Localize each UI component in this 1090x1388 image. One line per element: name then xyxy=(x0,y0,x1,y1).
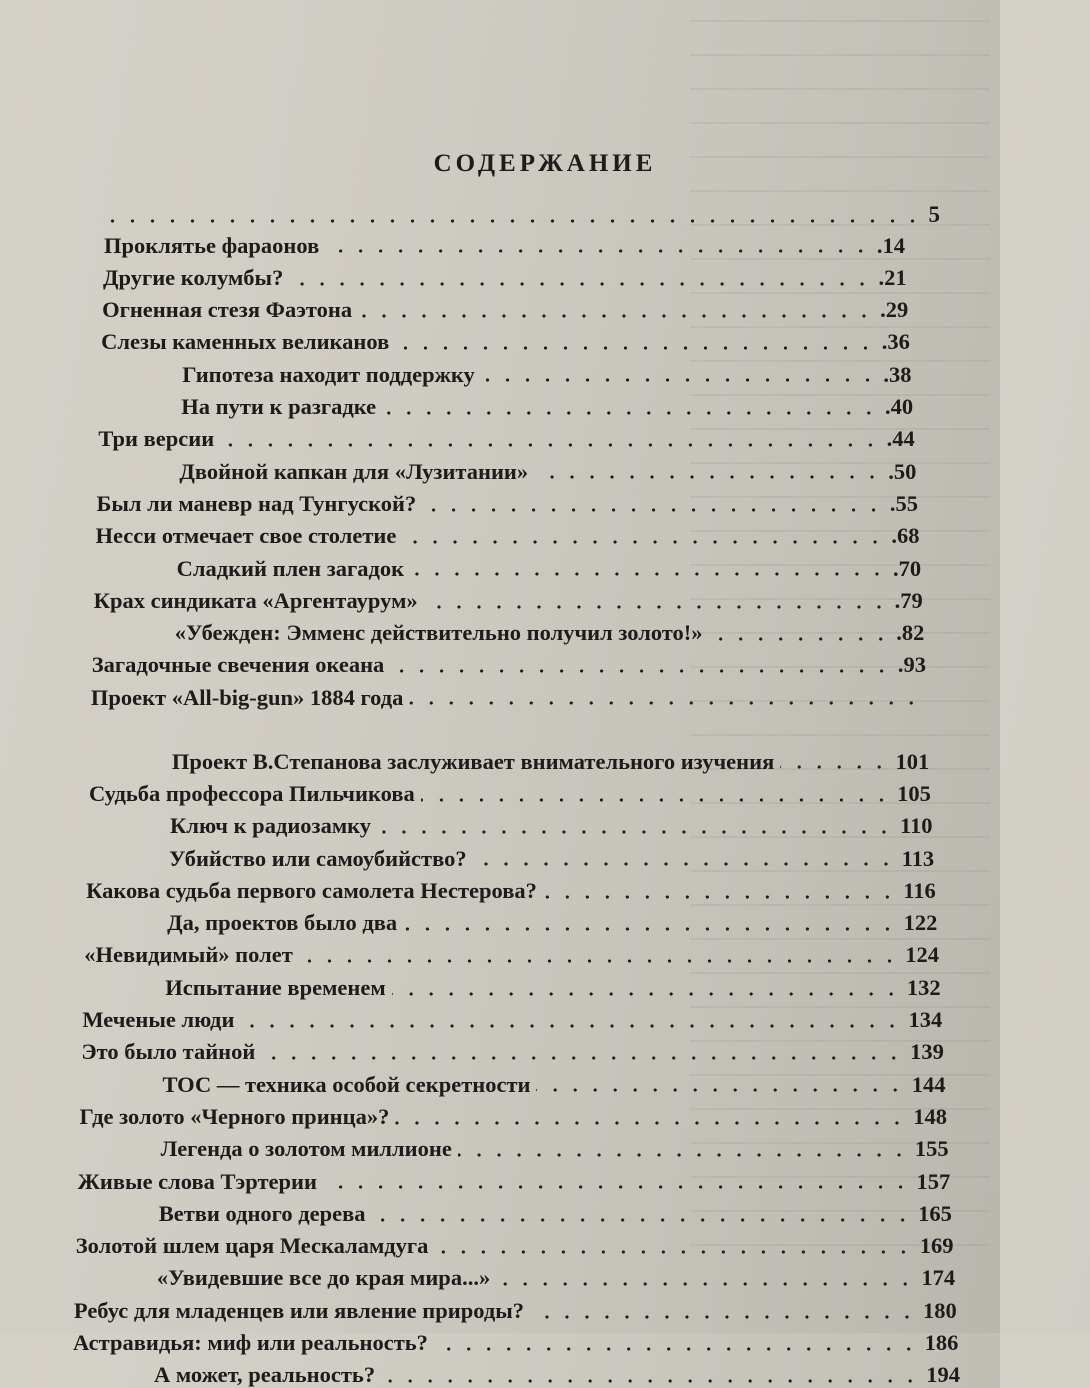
toc-entry-page: .38 xyxy=(883,361,912,387)
toc-entry-title: Легенда о золотом миллионе xyxy=(160,1136,452,1162)
toc-entry xyxy=(0,1033,944,1065)
dot-leader xyxy=(240,1024,902,1028)
dot-leader xyxy=(106,219,923,223)
dot-leader xyxy=(709,637,891,641)
toc-entry-page: .21 xyxy=(878,264,907,290)
toc-entry-page: 165 xyxy=(918,1200,952,1226)
toc-entry-title: А может, реальность? xyxy=(154,1362,376,1388)
toc-entry-page: .79 xyxy=(894,587,923,613)
toc-entry xyxy=(0,420,915,452)
dot-leader xyxy=(358,314,874,318)
toc-entry-page: 113 xyxy=(901,845,935,871)
toc-entry xyxy=(0,614,924,646)
dot-leader xyxy=(372,1218,913,1222)
toc-entry-page: .40 xyxy=(884,394,914,420)
toc-entry xyxy=(0,1324,958,1356)
toc-first-page-number: 5 xyxy=(928,202,940,227)
toc-entry xyxy=(0,581,923,613)
dot-leader xyxy=(422,508,884,512)
toc-entry-title: Двойной капкан для «Лузитании» xyxy=(179,458,529,484)
toc-entry-title: На пути к разгадке xyxy=(181,394,377,420)
toc-entry-page: 194 xyxy=(926,1362,960,1388)
toc-entry-title: Да, проектов было два xyxy=(167,910,398,936)
toc-entry-title: Испытание временем xyxy=(165,974,386,1000)
toc-entry xyxy=(0,452,916,484)
toc-entry xyxy=(0,291,908,323)
toc-entry xyxy=(0,387,913,419)
dot-leader xyxy=(402,540,885,544)
toc-entry-title: Был ли маневр над Тунгуской? xyxy=(96,490,417,516)
toc-entry xyxy=(0,517,920,549)
toc-entry xyxy=(0,904,937,936)
toc-entry-title: Ребус для младенцев или явление природы? xyxy=(73,1297,525,1323)
toc-entry-page: 180 xyxy=(923,1297,957,1323)
toc-entry-page: 124 xyxy=(905,942,939,968)
dot-leader xyxy=(543,895,897,899)
toc-entry xyxy=(0,1291,957,1323)
toc-entry-page: 144 xyxy=(911,1071,946,1097)
toc-entry-page: 116 xyxy=(903,877,936,903)
toc-entry-page: .93 xyxy=(897,652,927,678)
toc-entry xyxy=(0,1259,955,1291)
toc-entry-title: Золотой шлем царя Мескаламдуга xyxy=(75,1233,429,1259)
toc-entry-page: .55 xyxy=(889,490,918,516)
toc-entry-title: Загадочные свечения океана xyxy=(91,652,385,678)
dot-leader xyxy=(392,992,901,996)
toc-entry-title: Какова судьба первого самолета Нестерова? xyxy=(86,877,537,903)
contents-heading: СОДЕРЖАНИЕ xyxy=(433,150,657,177)
toc-entry xyxy=(0,323,910,355)
toc-entry-page: 134 xyxy=(908,1007,943,1033)
dot-leader xyxy=(481,378,878,382)
toc-entry-title: Другие колумбы? xyxy=(103,264,284,290)
toc-entry-title: «Невидимый» полет xyxy=(84,942,293,968)
toc-entry xyxy=(0,968,941,1000)
toc-entry-title: Несси отмечает свое столетие xyxy=(95,523,397,549)
toc-entry xyxy=(0,871,936,903)
toc-entry-page: .82 xyxy=(896,620,925,646)
toc-entry xyxy=(0,549,921,581)
toc-entry xyxy=(0,258,907,290)
toc-entry xyxy=(0,807,933,839)
toc-entry-page: 105 xyxy=(897,781,931,806)
toc-entry xyxy=(0,678,928,710)
toc-entry-page: .68 xyxy=(891,523,920,549)
toc-entry-title: Проект В.Степанова заслуживает внимательного изучения xyxy=(171,748,775,774)
toc-entry-title: Проклятье фараонов xyxy=(104,232,320,258)
dot-leader xyxy=(421,798,891,802)
toc-entry-title: Убийство или самоубийство? xyxy=(169,845,467,871)
dot-leader xyxy=(323,1185,911,1189)
toc-entry-page: 122 xyxy=(903,910,938,936)
dot-leader xyxy=(395,346,875,350)
dot-leader xyxy=(382,411,879,415)
toc-entry-page: .29 xyxy=(880,297,909,323)
dot-leader xyxy=(390,669,892,673)
toc-entry-page: 148 xyxy=(913,1103,948,1129)
dot-leader xyxy=(473,862,896,866)
dot-leader xyxy=(403,927,897,931)
toc-entry xyxy=(0,936,939,968)
toc-entry-title: ТОС — техника особой секретности xyxy=(162,1071,531,1097)
toc-entry-title: Сладкий плен загадок xyxy=(176,555,405,581)
toc-entry-page: 155 xyxy=(914,1136,949,1162)
toc-entry xyxy=(0,774,931,806)
dot-leader xyxy=(536,1088,905,1092)
toc-entry-title: Меченые люди xyxy=(82,1007,235,1033)
toc-entry-page: 110 xyxy=(899,813,933,839)
dot-leader xyxy=(496,1282,915,1286)
toc-entry xyxy=(0,1162,950,1194)
toc-entry-title: «Убежден: Эмменс действительно получил золото!» xyxy=(174,620,703,646)
dot-leader xyxy=(534,475,882,479)
toc-entry xyxy=(0,226,905,258)
dot-leader xyxy=(410,572,887,576)
toc-entry xyxy=(0,1130,949,1162)
toc-entry xyxy=(0,1001,942,1033)
dot-leader xyxy=(261,1056,904,1060)
dot-leader xyxy=(381,1379,920,1383)
toc-entry-title: Проект «All-big-gun» 1884 года xyxy=(90,684,404,710)
toc-entry xyxy=(0,1356,960,1388)
toc-entry-page: .36 xyxy=(881,329,910,355)
toc-entry-page: 157 xyxy=(916,1168,951,1194)
toc-entry-title: Астравидья: миф или реальность? xyxy=(72,1330,428,1356)
dot-leader xyxy=(424,605,889,609)
toc-entry-title: Ключ к радиозамку xyxy=(170,813,372,839)
toc-entry-page: .14 xyxy=(876,232,905,258)
dot-leader xyxy=(434,1347,919,1351)
toc-entry xyxy=(0,484,918,516)
dot-leader xyxy=(377,830,894,834)
dot-leader xyxy=(325,249,871,253)
toc-entry xyxy=(0,646,926,678)
toc-entry xyxy=(0,355,911,387)
toc-entry xyxy=(0,1227,954,1259)
toc-entry-title: Это было тайной xyxy=(81,1039,256,1065)
table-of-contents xyxy=(0,226,1000,1388)
toc-entry-title: Гипотеза находит поддержку xyxy=(182,361,475,387)
toc-entry-page: 101 xyxy=(895,748,930,774)
toc-lead-row xyxy=(100,198,940,228)
toc-entry-title: Ветви одного дерева xyxy=(158,1200,366,1226)
dot-leader xyxy=(395,1121,907,1125)
dot-leader xyxy=(434,1250,913,1254)
toc-entry-page: 132 xyxy=(906,974,941,1000)
dot-leader xyxy=(409,701,921,705)
toc-entry-page: .50 xyxy=(888,458,917,484)
dot-leader xyxy=(299,959,899,963)
toc-entry-title: Живые слова Тэртерии xyxy=(77,1168,317,1194)
toc-entry-page: .70 xyxy=(893,555,922,581)
toc-entry-title: «Увидевшие все до края мира...» xyxy=(156,1265,491,1291)
toc-entry-title: Крах синдиката «Аргентаурум» xyxy=(93,587,418,613)
toc-entry xyxy=(0,1194,952,1226)
toc-entry xyxy=(0,710,929,774)
toc-entry-page: 186 xyxy=(924,1330,959,1356)
dot-leader xyxy=(220,443,880,447)
toc-entry xyxy=(0,1065,945,1097)
dot-leader xyxy=(289,282,872,286)
toc-entry xyxy=(0,839,934,871)
dot-leader xyxy=(458,1153,909,1157)
toc-entry-page: 174 xyxy=(921,1265,956,1291)
toc-entry-title: Где золото «Черного принца»? xyxy=(79,1103,390,1129)
dot-leader xyxy=(780,765,889,769)
toc-entry-title: Огненная стезя Фаэтона xyxy=(102,297,353,323)
toc-entry-title: Судьба профессора Пильчикова xyxy=(88,781,415,806)
toc-entry-page: 139 xyxy=(910,1039,944,1065)
toc-entry-page: 169 xyxy=(919,1233,954,1259)
dot-leader xyxy=(530,1315,917,1319)
toc-entry-page: .44 xyxy=(886,426,915,452)
toc-entry xyxy=(0,1097,947,1129)
toc-entry-title: Слезы каменных великанов xyxy=(101,329,390,355)
toc-entry-title: Три версии xyxy=(98,426,215,452)
